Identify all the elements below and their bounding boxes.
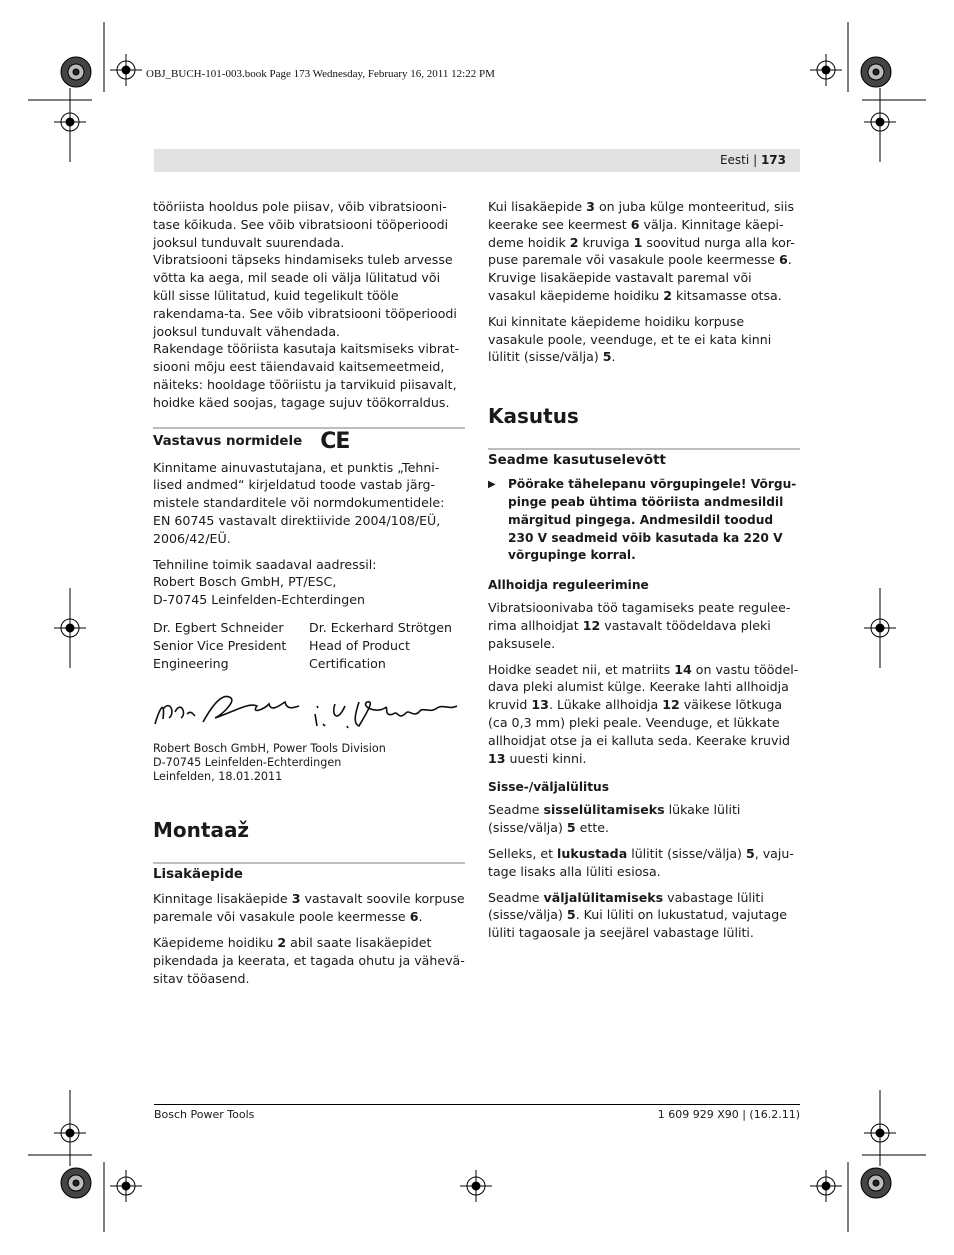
signatures	[153, 684, 465, 734]
allhoidja-paragraph: Hoidke seadet nii, et matriits 14 on vastu töödel-dava pleki alumist külge. Keerake lahti allhoidja kruvid 13. Lükake allhoidja 12 väikese lõtkuga (ca 0,3 mm) pleki peale. Veenduge, et lükkate allhoidjat otse ja ei kalluta seda. Keerake kruvid 13 uuesti kinni.	[488, 661, 799, 766]
handwritten-signatures	[153, 684, 465, 734]
section-rule	[488, 448, 800, 450]
signatory-dept: Engineering	[153, 655, 229, 671]
allhoidja-paragraph: Vibratsioonivaba töö tagamiseks peate regulee-rima allhoidjat 12 vastavalt töödeldava pleki paksusele.	[488, 600, 791, 651]
triangle-bullet-icon: ▶	[488, 479, 496, 491]
page-header	[720, 153, 786, 167]
signatory-2	[309, 619, 465, 672]
file-text-line: Tehniline toimik saadaval aadressil:	[153, 556, 377, 572]
conformity-heading: Vastavus normidele	[153, 433, 303, 449]
conformity-heading-row	[153, 428, 465, 454]
signatory-1	[153, 619, 309, 672]
footer-left: Bosch Power Tools	[154, 1108, 255, 1121]
conformity-text: Kinnitame ainuvastutajana, et punktis „Tehni-lised andmed“ kirjeldatud toode vastab järg-mistele standarditele või normdokumentidele: EN 60745 vastavalt direktiivide 2004/108/EÜ, 2006/42/EÜ.	[153, 459, 445, 546]
kasutus-heading: Kasutus	[488, 404, 579, 429]
footer-rule	[154, 1104, 800, 1105]
ce-mark-icon: CE	[320, 428, 350, 454]
switch-paragraph: Seadme väljalülitamiseks vabastage lüliti (sisse/välja) 5. Kui lüliti on lukustatud, vajutage lüliti tagaosale ja seejärel vabastage lüliti.	[488, 889, 787, 941]
company-line: Leinfelden, 18.01.2011	[153, 770, 283, 784]
page-number: 173	[760, 153, 786, 167]
signatory-title: Head of Product	[309, 637, 410, 653]
print-slug: OBJ_BUCH-101-003.book Page 173 Wednesday, February 16, 2011 12:22 PM	[146, 68, 495, 80]
sisse-heading: Sisse-/väljalülitus	[488, 780, 609, 795]
handle-paragraph: Kui lisakäepide 3 on juba külge monteeritud, siis keerake see keermest 6 välja. Kinnitage käepi-deme hoidik 2 kruviga 1 soovitud nurga alla kor-puse paremale või vasakule poole keermesse 6. Kruvige lisakäepide vastavalt paremal või vasakul käepideme hoidiku 2 kitsamasse otsa.	[488, 199, 795, 303]
header-separator: |	[753, 153, 758, 167]
allhoidja-heading: Allhoidja reguleerimine	[488, 578, 649, 593]
switch-paragraph: Selleks, et lukustada lülitit (sisse/välja) 5, vaju-tage lisaks alla lüliti esiosa.	[488, 845, 794, 879]
company-line: Robert Bosch GmbH, Power Tools Division	[153, 742, 386, 756]
seadme-heading: Seadme kasutuselevõtt	[488, 453, 666, 469]
handle-paragraph: Kui kinnitate käepideme hoidiku korpuse vasakule poole, veenduge, et te ei kata kinni lülitit (sisse/välja) 5.	[488, 313, 772, 365]
right-column	[488, 198, 800, 950]
left-column	[153, 198, 465, 995]
file-text-line: Robert Bosch GmbH, PT/ESC,	[153, 574, 337, 590]
montaaz-heading: Montaaž	[153, 818, 250, 843]
lisakaepide-heading: Lisakäepide	[153, 867, 243, 883]
company-address	[153, 742, 465, 784]
page-header-bar	[154, 149, 800, 172]
section-rule	[153, 427, 465, 429]
switch-paragraph: Seadme sisselülitamiseks lükake lüliti (sisse/välja) 5 ette.	[488, 802, 741, 836]
intro-paragraph: Rakendage tööriista kasutaja kaitsmiseks vibrat-siooni mõju eest täiendavaid kaitsemeetmeid, näiteks: hooldage tööriistu ja tarvikuid piisavalt, hoidke käed soojas, tagage sujuv töökorraldus.	[153, 341, 460, 410]
signatory-dept: Certification	[309, 655, 386, 671]
intro-paragraph: Vibratsiooni täpseks hindamiseks tuleb arvesse võtta ka aega, mil seade oli välja lülitatud või küll sisse lülitatud, kuid tegelikult tööle rakendama-ta. See võib vibratsiooni tööperioodi jooksul tunduvalt vähendada.	[153, 252, 457, 339]
section-rule	[153, 862, 465, 864]
voltage-warning	[488, 476, 800, 565]
file-text-line: D-70745 Leinfelden-Echterdingen	[153, 592, 365, 608]
warning-text: Pöörake tähelepanu võrgupingele! Võrgu-pinge peab ühtima tööriista andmesildil märgitud pingega. Andmesildil toodud 230 V seadmeid võib kasutada ka 220 V võrgupinge korral.	[508, 477, 797, 563]
lisakaepide-paragraph: Käepideme hoidiku 2 abil saate lisakäepidet pikendada ja keerata, et tagada ohutu ja väheväsitav tööasend.	[153, 934, 465, 986]
signatory-name: Dr. Egbert Schneider	[153, 619, 284, 635]
signatories	[153, 619, 465, 672]
intro-paragraph: tööriista hooldus pole piisav, võib vibratsiooni-tase kõikuda. See võib vibratsiooni tööperioodi jooksul tunduvalt suurendada.	[153, 199, 449, 250]
target-tl	[110, 54, 142, 86]
starburst-tl	[61, 57, 91, 87]
lisakaepide-paragraph: Kinnitage lisakäepide 3 vastavalt soovile korpuse paremale või vasakule poole keermesse 6.	[153, 891, 465, 925]
signatory-title: Senior Vice President	[153, 637, 287, 653]
signatory-name: Dr. Eckerhard Strötgen	[309, 619, 453, 635]
company-line: D-70745 Leinfelden-Echterdingen	[153, 756, 342, 770]
footer-right: 1 609 929 X90 | (16.2.11)	[657, 1108, 800, 1121]
header-section: Eesti	[719, 153, 750, 167]
